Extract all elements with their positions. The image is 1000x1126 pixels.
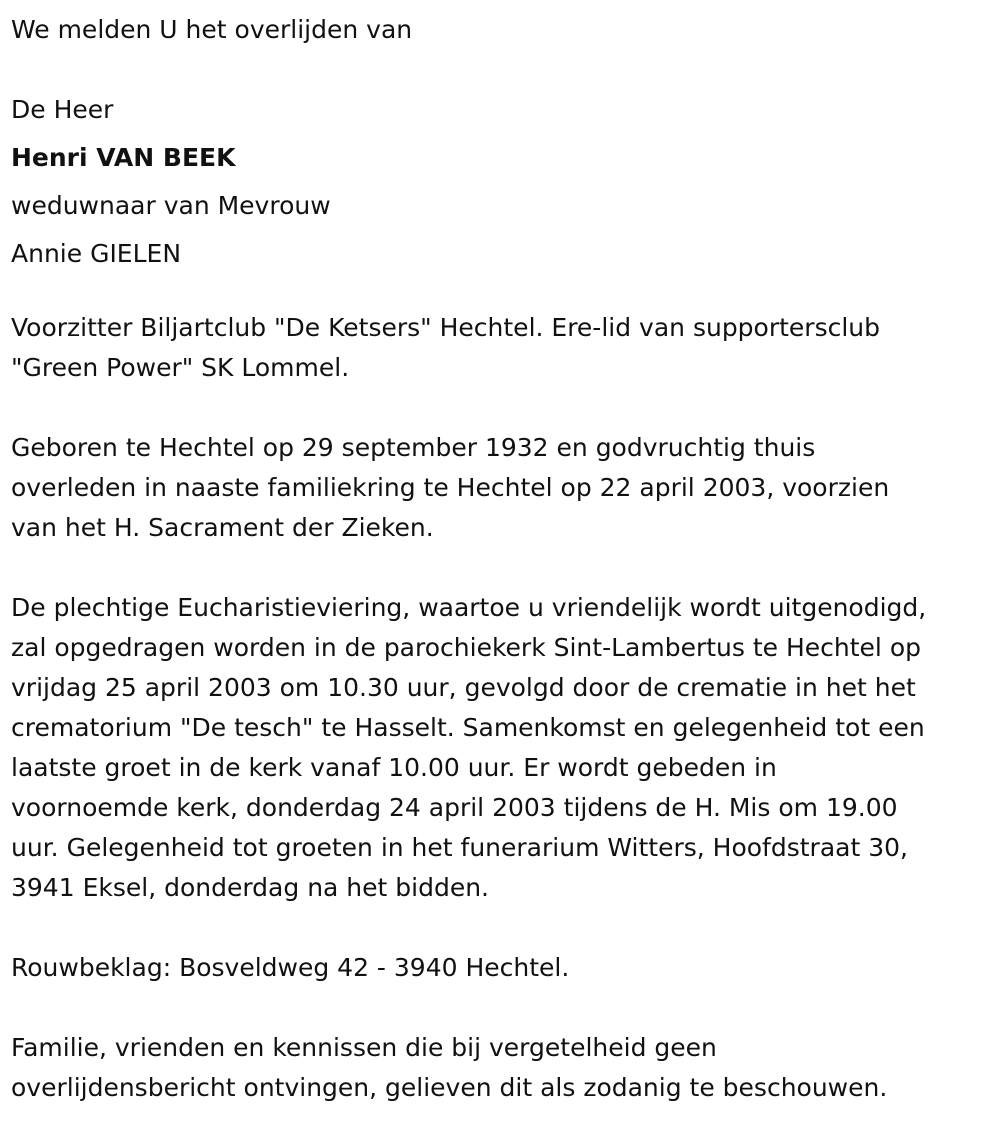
paragraph-line: laatste groet in de kerk vanaf 10.00 uur. Er wordt gebeden in [11, 753, 777, 782]
clubs-paragraph [11, 308, 990, 388]
spacer [11, 388, 990, 428]
condolence-address [11, 948, 990, 988]
deceased-name: Henri VAN BEEK [11, 143, 236, 172]
paragraph-line: overlijdensbericht ontvingen, gelieven dit als zodanig te beschouwen. [11, 1073, 888, 1102]
relation-text: weduwnaar van Mevrouw [11, 191, 331, 220]
paragraph-line: Geboren te Hechtel op 29 september 1932 en godvruchtig thuis [11, 433, 816, 462]
paragraph-line: uur. Gelegenheid tot groeten in het funerarium Witters, Hoofdstraat 30, [11, 833, 908, 862]
paragraph-line: "Green Power" SK Lommel. [11, 353, 350, 382]
paragraph-line: Voorzitter Biljartclub "De Ketsers" Hechtel. Ere-lid van supportersclub [11, 313, 881, 342]
paragraph-line: Rouwbeklag: Bosveldweg 42 - 3940 Hechtel. [11, 953, 570, 982]
spacer [11, 278, 990, 308]
paragraph-line: overleden in naaste familiekring te Hechtel op 22 april 2003, voorzien [11, 473, 890, 502]
paragraph-line: van het H. Sacrament der Zieken. [11, 513, 434, 542]
birth-death-paragraph [11, 428, 990, 548]
paragraph-line: voornoemde kerk, donderdag 24 april 2003 tijdens de H. Mis om 19.00 [11, 793, 898, 822]
spacer [11, 988, 990, 1028]
spacer [11, 548, 990, 588]
paragraph-line: zal opgedragen worden in de parochiekerk Sint-Lambertus te Hechtel op [11, 633, 921, 662]
paragraph-line: 3941 Eksel, donderdag na het bidden. [11, 873, 490, 902]
paragraph-line: crematorium "De tesch" te Hasselt. Samenkomst en gelegenheid tot een [11, 713, 925, 742]
paragraph-line: Familie, vrienden en kennissen die bij vergetelheid geen [11, 1033, 717, 1062]
paragraph-line: De plechtige Eucharistieviering, waartoe u vriendelijk wordt uitgenodigd, [11, 593, 927, 622]
title-text: De Heer [11, 95, 114, 124]
paragraph-line: vrijdag 25 april 2003 om 10.30 uur, gevolgd door de crematie in het het [11, 673, 916, 702]
closing-paragraph [11, 1028, 990, 1108]
ceremony-paragraph [11, 588, 990, 908]
spacer [11, 908, 990, 948]
spouse-name: Annie GIELEN [11, 239, 182, 268]
spacer [11, 54, 990, 86]
intro-text: We melden U het overlijden van [11, 15, 413, 44]
